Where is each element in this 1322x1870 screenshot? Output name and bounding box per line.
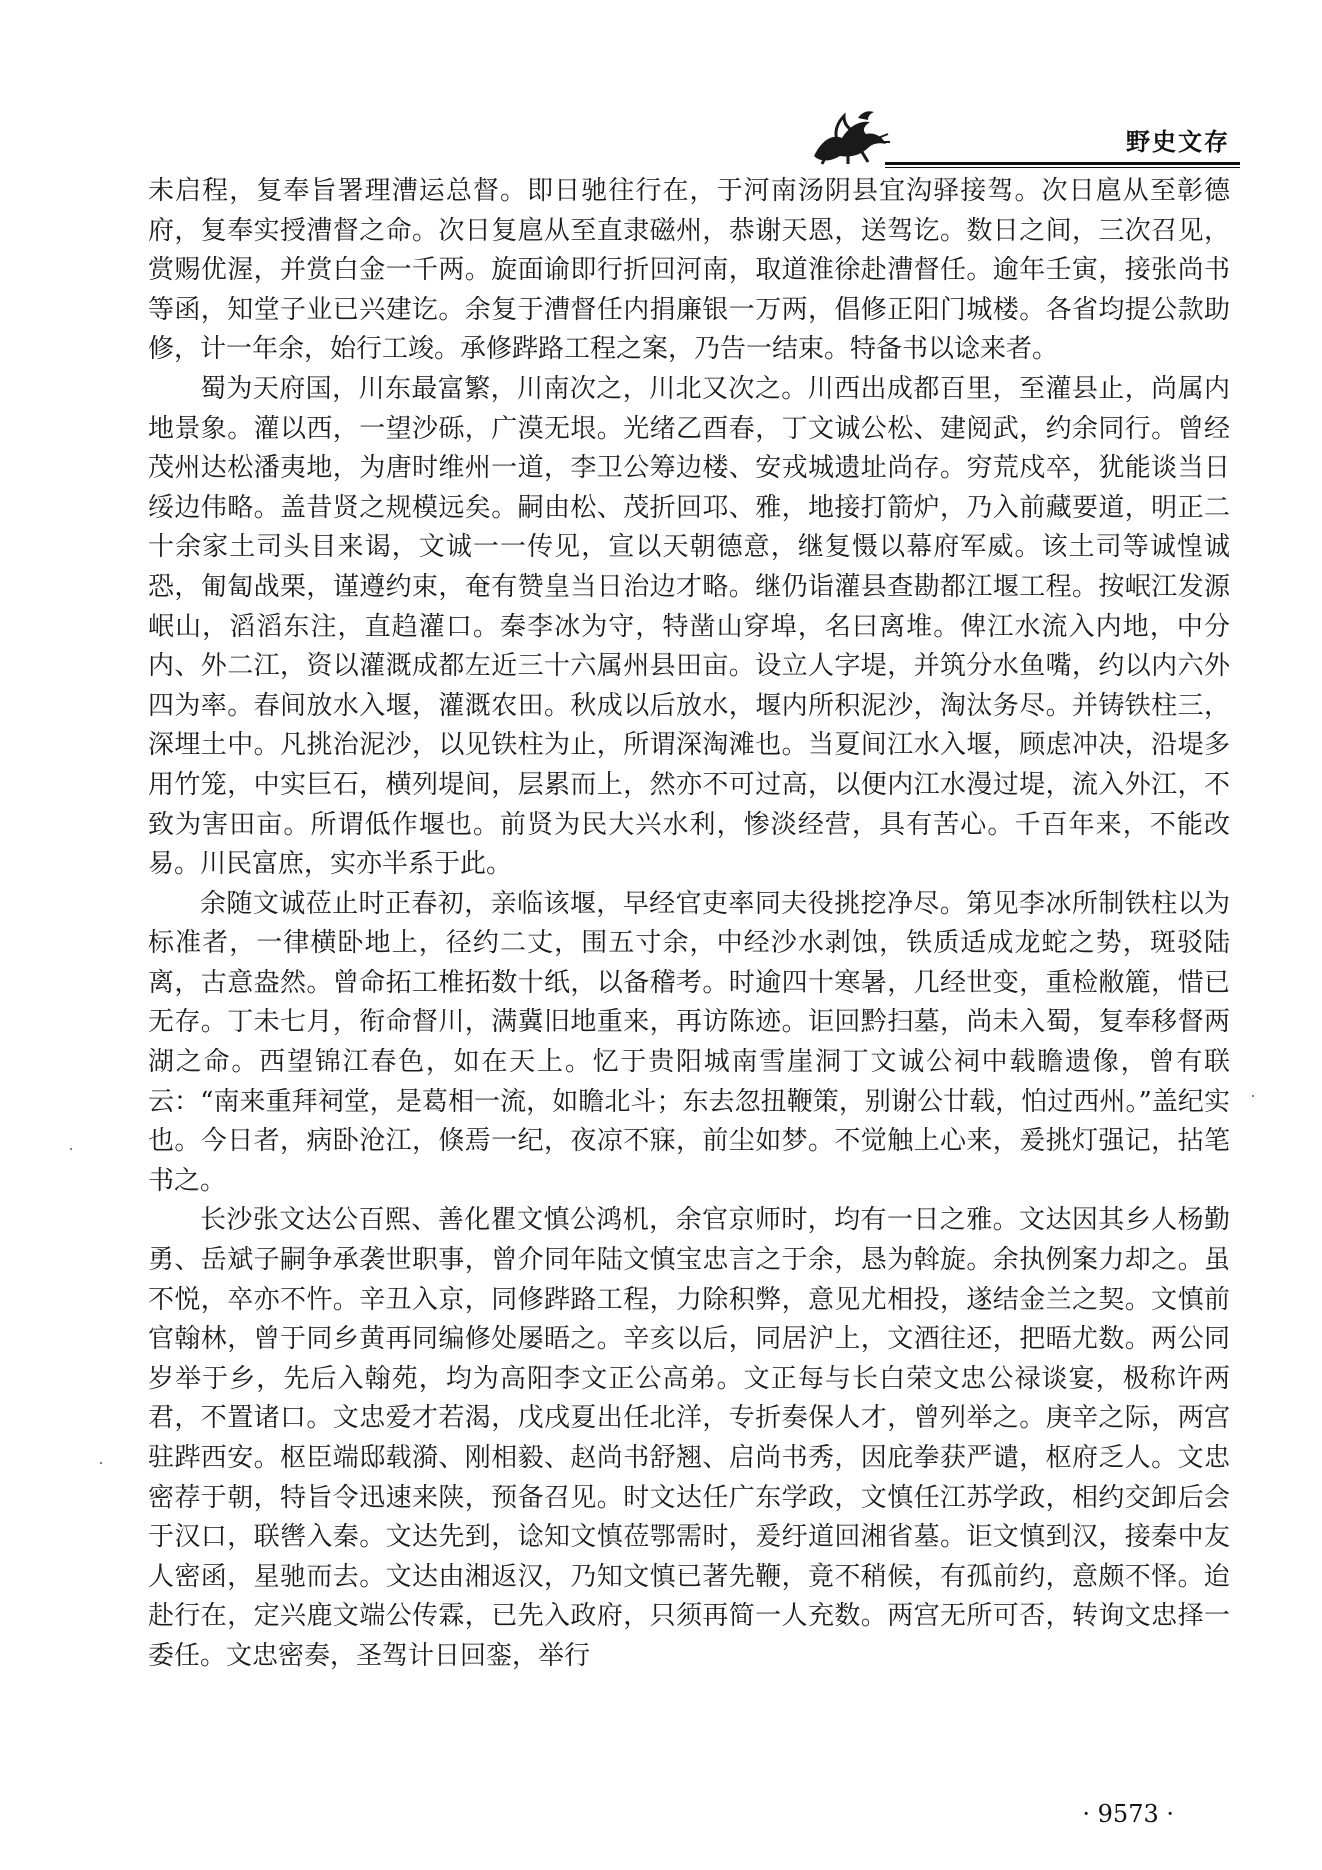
dragon-emblem-icon — [808, 104, 890, 166]
header-rule — [885, 162, 1240, 165]
body-text — [148, 172, 1230, 1677]
series-title: 野史文存 — [1126, 128, 1230, 156]
running-header — [800, 100, 1240, 170]
scan-speck — [70, 1148, 72, 1150]
paragraph-2: 蜀为天府国，川东最富繁，川南次之，川北又次之。川西出成都百里，至灌县止，尚属内地景象。灌以西，一望沙砾，广漠无垠。光绪乙酉春，丁文诚公松、建阅武，约余同行。曾经茂州达松潘夷地，为唐时维州一道，李卫公筹边楼、安戎城遗址尚存。穷荒戍卒，犹能谈当日绥边伟略。盖昔贤之规模远矣。嗣由松、茂折回邛、雅，地接打箭炉，乃入前藏要道，明正二十余家土司头目来谒，文诚一一传见，宣以天朝德意，继复慑以幕府军威。该土司等诚惶诚恐，匍匐战栗，谨遵约束，奄有赞皇当日治边才略。继仍诣灌县查勘都江堰工程。按岷江发源岷山，滔滔东注，直趋灌口。秦李冰为守，特凿山穿埠，名曰离堆。俾江水流入内地，中分内、外二江，资以灌溉成都左近三十六属州县田亩。设立人字堤，并筑分水鱼嘴，约以内六外四为率。春间放水入堰，灌溉农田。秋成以后放水，堰内所积泥沙，淘汰务尽。并铸铁柱三，深埋土中。凡挑治泥沙，以见铁柱为止，所谓深淘滩也。当夏间江水入堰，顾虑冲决，沿堤多用竹笼，中实巨石，横列堤间，层累而上，然亦不可过高，以便内江水漫过堤，流入外江，不致为害田亩。所谓低作堰也。前贤为民大兴水利，惨淡经营，具有苦心。千百年来，不能改易。川民富庶，实亦半系于此。 — [148, 373, 1230, 880]
paragraph-4: 长沙张文达公百熙、善化瞿文慎公鸿机，余官京师时，均有一日之雅。文达因其乡人杨勤勇、岳斌子嗣争承袭世职事，曾介同年陆文慎宝忠言之于余，恳为斡旋。余执例案力却之。虽不悦，卒亦不忤。辛丑入京，同修跸路工程，力除积弊，意见尤相投，遂结金兰之契。文慎前官翰林，曾于同乡黄再同编修处屡晤之。辛亥以后，同居沪上，文酒往还，把晤尤数。两公同岁举于乡，先后入翰苑，均为高阳李文正公高弟。文正每与长白荣文忠公禄谈宴，极称许两君，不置诸口。文忠爱才若渴，戊戌夏出任北洋，专折奏保人才，曾列举之。庚辛之际，两宫驻跸西安。枢臣端邸载漪、刚相毅、赵尚书舒翘、启尚书秀，因庇拳获严谴，枢府乏人。文忠密荐于朝，特旨令迅速来陕，预备召见。时文达任广东学政，文慎任江苏学政，相约交卸后会于汉口，联辔入秦。文达先到，谂知文慎莅鄂需时，爰纡道回湘省墓。讵文慎到汉，接秦中友人密函，星驰而去。文达由湘返汉，乃知文慎已著先鞭，竟不稍候，有孤前约，意颇不怿。迨赴行在，定兴鹿文端公传霖，已先入政府，只须再简一人充数。两宫无所可否，转询文忠择一委任。文忠密奏，圣驾计日回銮，举行 — [148, 1205, 1230, 1671]
paragraph-3: 余随文诚莅止时正春初，亲临该堰，早经官吏率同夫役挑挖净尽。第见李冰所制铁柱以为标准者，一律横卧地上，径约二丈，围五寸余，中经沙水剥蚀，铁质适成龙蛇之势，斑驳陆离，古意盎然。曾命拓工椎拓数十纸，以备稽考。时逾四十寒暑，几经世变，重检敝簏，惜已无存。丁未七月，衔命督川，满冀旧地重来，再访陈迹。讵回黔扫墓，尚未入蜀，复奉移督两湖之命。西望锦江春色，如在天上。忆于贵阳城南雪崖洞丁文诚公祠中载瞻遗像，曾有联云：“南来重拜祠堂，是葛相一流，如瞻北斗；东去忽扭鞭策，别谢公廿载，怕过西州。”盖纪实也。今日者，病卧沧江，倏焉一纪，夜凉不寐，前尘如梦。不觉触上心来，爰挑灯强记，拈笔书之。 — [148, 888, 1230, 1196]
page-number: · 9573 · — [1082, 1800, 1174, 1828]
scan-speck — [100, 1462, 102, 1464]
header-rule-thin — [885, 167, 1240, 168]
scan-speck — [1252, 1095, 1254, 1097]
paragraph-1: 未启程，复奉旨署理漕运总督。即日驰往行在，于河南汤阴县宜沟驿接驾。次日扈从至彰德府，复奉实授漕督之命。次日复扈从至直隶磁州，恭谢天恩，送驾讫。数日之间，三次召见，赏赐优渥，并赏白金一千两。旋面谕即行折回河南，取道淮徐赴漕督任。逾年壬寅，接张尚书等函，知堂子业已兴建讫。余复于漕督任内捐廉银一万两，倡修正阳门城楼。各省均提公款助修，计一年余，始行工竣。承修跸路工程之案，乃告一结束。特备书以谂来者。 — [148, 176, 1230, 365]
